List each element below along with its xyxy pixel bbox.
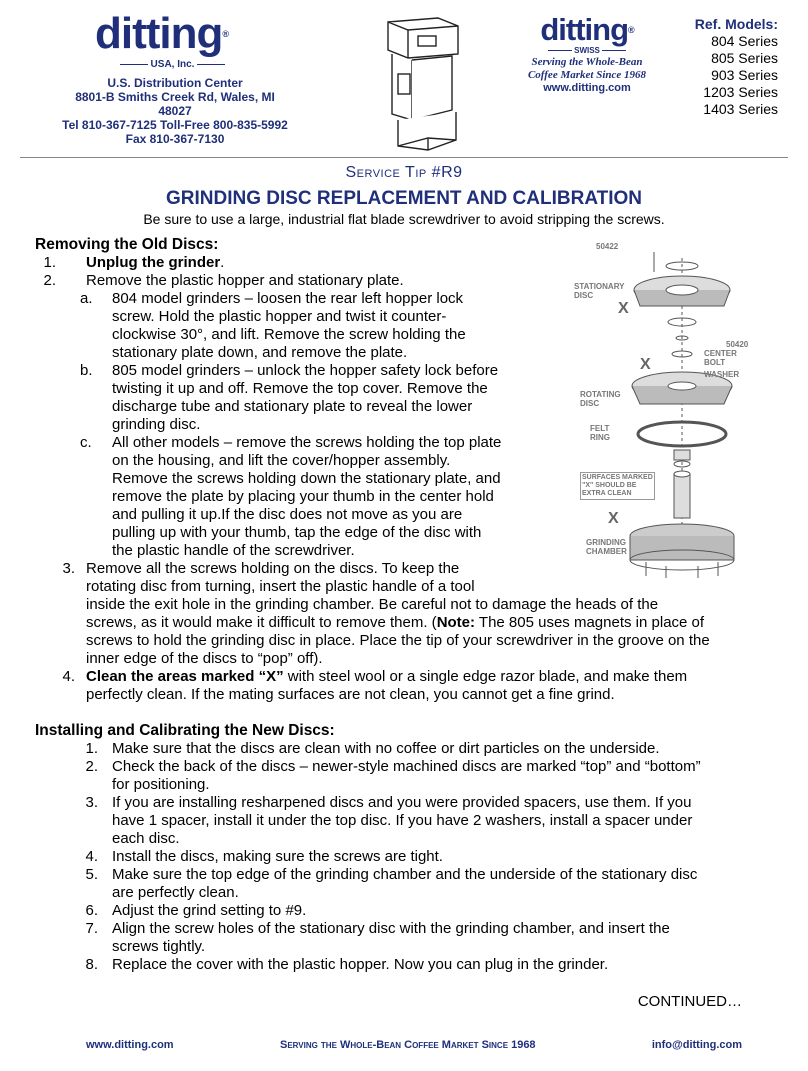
part-number-50422: 50422	[596, 242, 619, 251]
ref-model-item: 804 Series	[711, 33, 778, 49]
surfaces-note: SURFACES MARKED "X" SHOULD BE EXTRA CLEAN	[580, 472, 655, 500]
installing-heading: Installing and Calibrating the New Discs:	[35, 722, 335, 739]
installing-step-8: Replace the cover with the plastic hopper. Now you can plug in the grinder.	[112, 956, 609, 973]
distribution-phones: Tel 810-367-7125 Toll-Free 800-835-5992	[62, 118, 288, 132]
step-number: 3.	[85, 794, 98, 811]
stationary-disc-label: STATIONARY DISC	[574, 282, 625, 300]
removing-step-2a: 804 model grinders – loosen the rear left hopper lock screw. Hold the plastic hopper and twist it counter- clockwise 30°, and lift. Remove the screw holding the stationary plate down, and remove the plate.	[112, 290, 466, 361]
step-number: 8.	[85, 956, 98, 973]
removing-heading: Removing the Old Discs:	[35, 236, 219, 253]
installing-step-7: Align the screw holes of the stationary disc with the grinding chamber, and insert the screws tightly.	[112, 920, 670, 955]
installing-step-5: Make sure the top edge of the grinding chamber and the underside of the stationary disc are perfectly clean.	[112, 866, 698, 901]
footer-tagline: Serving the Whole-Bean Coffee Market Since 1968	[280, 1039, 536, 1051]
removing-step-2b: 805 model grinders – unlock the hopper safety lock before twisting it up and off. Remove the top cover. Remove the discharge tube and stationary plate to reveal the lower grinding disc.	[112, 362, 499, 433]
x-mark-center: X	[640, 356, 651, 373]
installing-step-4: Install the discs, making sure the screws are tight.	[112, 848, 443, 865]
removing-step-3-cont: inside the exit hole in the grinding chamber. Be careful not to damage the heads of the screws, as it would make it difficult to remove them. (Note: The 805 uses magnets in place of screws to hold the grinding disc in place. Place the tip of your screwdriver in the groove on the inner edge of the discs to “pop” off).	[86, 596, 710, 667]
x-mark-stationary: X	[618, 300, 629, 317]
tagline-line-2: Coffee Market Since 1968	[527, 69, 647, 81]
installing-step-3: If you are installing resharpened discs and you were provided spacers, use them. If you have 1 spacer, install it under the top disc. If you have 2 washers, install a spacer under each disc.	[112, 794, 693, 847]
page-title: GRINDING DISC REPLACEMENT AND CALIBRATION	[165, 188, 643, 209]
logo-word: ditting	[95, 9, 223, 58]
ref-model-item: 903 Series	[711, 67, 778, 83]
ref-models-title: Ref. Models:	[694, 16, 778, 32]
grinding-chamber-label: GRINDING CHAMBER	[586, 538, 627, 556]
sub-letter: c.	[80, 434, 92, 451]
installing-step-6: Adjust the grind setting to #9.	[112, 902, 307, 919]
installing-step-1: Make sure that the discs are clean with no coffee or dirt particles on the underside.	[112, 740, 660, 757]
sub-letter: a.	[80, 290, 93, 307]
step-number: 2.	[85, 758, 98, 775]
x-mark-chamber: X	[608, 510, 619, 527]
rotating-disc-label: ROTATING DISC	[580, 390, 621, 408]
logo-sub: USA, Inc.	[150, 59, 195, 70]
center-bolt-label: CENTER BOLT	[704, 349, 737, 367]
washer-label: WASHER	[704, 370, 740, 379]
ref-model-item: 1203 Series	[703, 84, 778, 100]
step-number: 7.	[85, 920, 98, 937]
ref-model-item: 1403 Series	[703, 101, 778, 117]
registered-mark: ®	[222, 29, 229, 39]
removing-step-2c: All other models – remove the screws holding the top plate on the housing, and lift the cover/hopper assembly. Remove the screws holding down the stationary plate, and remove the plate by placing your thumb in the center hold and pulling it up.If the disc does not move as you are pulling up with your thumb, tap the edge of the disc with the plastic handle of the screwdriver.	[112, 434, 502, 559]
step-number: 5.	[85, 866, 98, 883]
service-tip-label: Service Tip #R9	[345, 164, 463, 181]
page-subtitle: Be sure to use a large, industrial flat blade screwdriver to avoid stripping the screws.	[143, 211, 665, 227]
step-number: 2.	[43, 272, 56, 289]
logo-word-right: ditting	[540, 12, 629, 47]
logo-sub-right: SWISS	[574, 46, 600, 55]
website-link-header[interactable]: www.ditting.com	[543, 82, 631, 94]
step-number: 4.	[85, 848, 98, 865]
felt-ring-label: FELT RING	[590, 424, 610, 442]
removing-step-3: Remove all the screws holding on the discs. To keep the rotating disc from turning, insert the plastic handle of a tool	[86, 560, 475, 595]
sub-letter: b.	[80, 362, 93, 379]
step-number: 1.	[85, 740, 98, 757]
removing-step-1: Unplug the grinder.	[86, 254, 225, 271]
step-number: 6.	[85, 902, 98, 919]
installing-step-2: Check the back of the discs – newer-style machined discs are marked “top” and “bottom” for positioning.	[112, 758, 701, 793]
footer-email-link[interactable]: info@ditting.com	[651, 1039, 742, 1051]
step-number: 1.	[43, 254, 56, 271]
step-number: 3.	[62, 560, 75, 577]
distribution-title: U.S. Distribution Center	[107, 76, 243, 90]
distribution-fax: Fax 810-367-7130	[125, 132, 225, 146]
removing-step-4: Clean the areas marked “X” with steel wool or a single edge razor blade, and make them perfectly clean. If the mating surfaces are not clean, you cannot get a fine grind.	[86, 668, 688, 703]
part-number-50420: 50420	[726, 340, 749, 349]
continued-label: CONTINUED…	[637, 993, 742, 1010]
footer-website-link[interactable]: www.ditting.com	[86, 1039, 174, 1051]
ref-model-item: 805 Series	[711, 50, 778, 66]
removing-step-2: Remove the plastic hopper and stationary plate.	[86, 272, 404, 289]
registered-mark-right: ®	[628, 25, 634, 35]
tagline-line-1: Serving the Whole-Bean	[531, 56, 643, 68]
step-number: 4.	[62, 668, 75, 685]
distribution-address: 8801-B Smiths Creek Rd, Wales, MI 48027	[75, 90, 275, 118]
